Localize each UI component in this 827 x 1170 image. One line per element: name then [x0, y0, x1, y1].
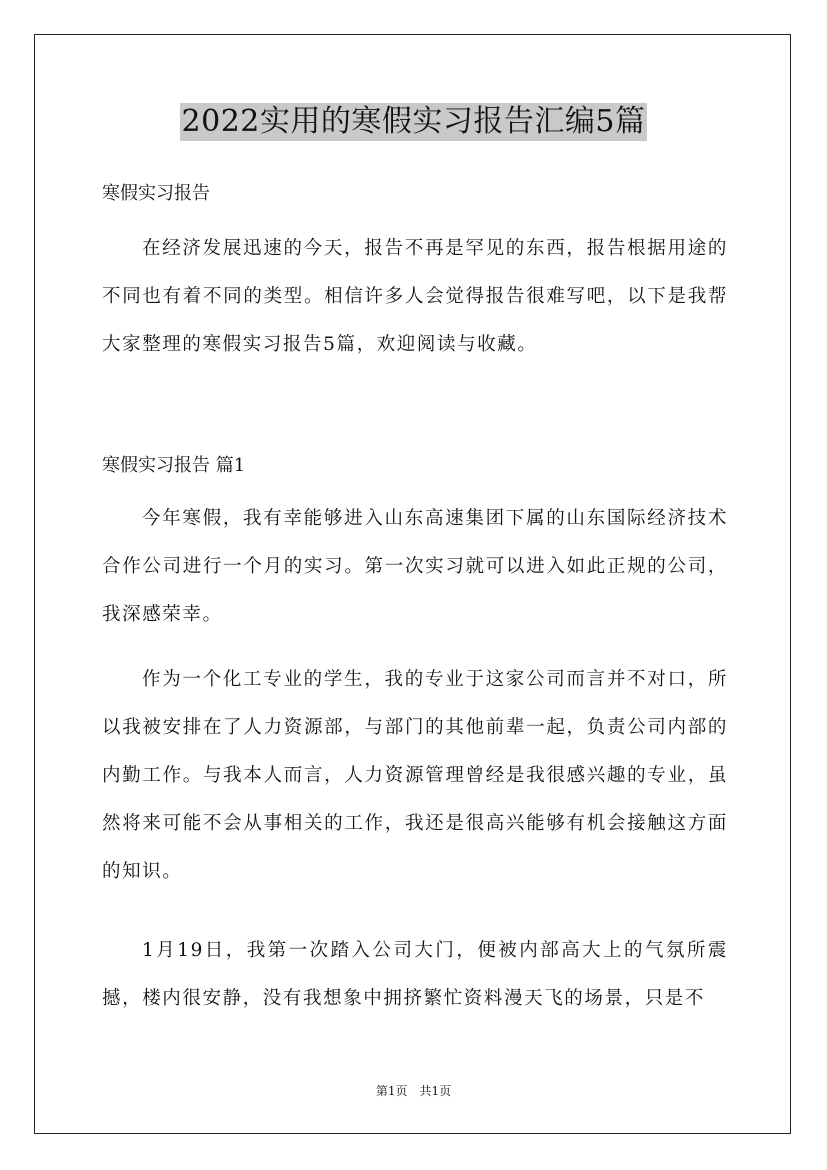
- body-paragraph-1: 今年寒假，我有幸能够进入山东高速集团下属的山东国际经济技术合作公司进行一个月的实习。第一次实习就可以进入如此正规的公司，我深感荣幸。: [102, 508, 728, 625]
- intro-paragraph: 在经济发展迅速的今天，报告不再是罕见的东西，报告根据用途的不同也有着不同的类型。相信许多人会觉得报告很难写吧，以下是我帮大家整理的寒假实习报告5篇，欢迎阅读与收藏。: [102, 238, 728, 355]
- title-container: [0, 103, 827, 141]
- body-paragraph-2: 作为一个化工专业的学生，我的专业于这家公司而言并不对口，所以我被安排在了人力资源部，与部门的其他前辈一起，负责公司内部的内勤工作。与我本人而言，人力资源管理曾经是我很感兴趣的专业，虽然将来可能不会从事相关的工作，我还是很高兴能够有机会接触这方面的知识。: [102, 669, 728, 882]
- section-heading: 寒假实习报告 篇1: [102, 455, 246, 476]
- document-title: 2022实用的寒假实习报告汇编5篇: [181, 104, 646, 139]
- intro-heading: 寒假实习报告: [102, 183, 210, 204]
- body-paragraph-3: 1月19日，我第一次踏入公司大门，便被内部高大上的气氛所震撼，楼内很安静，没有我想象中拥挤繁忙资料漫天飞的场景，只是不: [102, 940, 728, 1009]
- page-footer: 第1页 共1页: [375, 1084, 452, 1098]
